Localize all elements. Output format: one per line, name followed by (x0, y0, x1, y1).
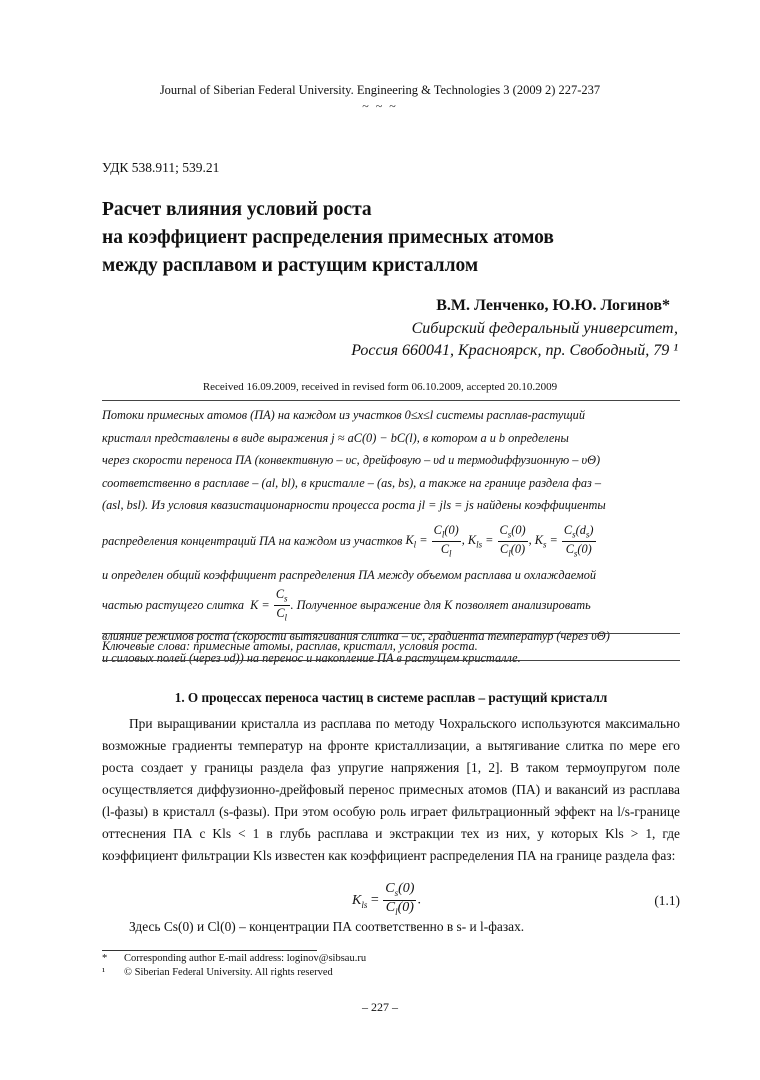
footnote-2: ¹ © Siberian Federal University. All rights reserved (102, 967, 333, 978)
affiliation-line-1: Сибирский федеральный университет, (411, 320, 678, 337)
abstract-line: частью растущего слитка K = $\frac{C_s}{C_l}$ . Полученное выражение для K позволяет анализировать (102, 586, 591, 623)
affiliation (351, 318, 678, 362)
abstract-line: и силовых полей (через υd)) на перенос и накопление ПА в растущем кристалле. (102, 651, 521, 666)
section-heading: 1. О процессах переноса частиц в системе расплав – растущий кристалл (174, 690, 608, 705)
abstract-bottom-rule (102, 633, 680, 634)
journal-header: Journal of Siberian Federal University. Engineering & Technologies 3 (2009 2) 227-237 (159, 83, 601, 97)
paper-title (102, 196, 554, 280)
abstract-line: (asl, bsl). Из условия квазистационарности процесса роста jl = jls = js найдены коэффициенты (102, 498, 606, 512)
received-dates: Received 16.09.2009, received in revised form 06.10.2009, accepted 20.10.2009 (202, 381, 558, 393)
overall-coefficient-formula: K = $\frac{C_s}{C_l}$ (250, 586, 288, 623)
abstract-line: соответственно в расплаве – (al, bl), в кристалле – (as, bs), а также на границе раздела фаз – (102, 475, 602, 490)
abstract-top-rule (102, 400, 680, 401)
abstract-line: Потоки примесных атомов (ПА) на каждом из участков 0≤x≤l системы расплав-растущий (102, 408, 585, 422)
title-line-1: Расчет влияния условий роста (102, 199, 372, 220)
abstract-line: и определен общий коэффициент распределения ПА между объемом расплава и охлаждаемой (102, 568, 597, 583)
abstract-line: кристалл представлены в виде выражения j ≈ aC(0) − bC(l), в котором a и b определены (102, 430, 569, 445)
abstract-line: распределения концентраций ПА на каждом из участков $K_l$ = $\frac{C_l(0)}{C_l}$ , $K_{ls}$ = $\frac{C_s(0)}{C_l(0)}$ , $K_s$ = $\frac{C_s(d_s)}{C_s(0)}$ (102, 523, 680, 561)
title-line-2: на коэффициент распределения примесных атомов (102, 227, 554, 248)
keywords-rule (102, 660, 680, 661)
abstract-line: через скорости переноса ПА (конвективную – υc, дрейфовую – υd и термодиффузионную – υΘ) (102, 453, 601, 467)
authors: В.М. Ленченко, Ю.Ю. Логинов* (436, 297, 670, 314)
flux-equation: j ≈ aC(0) − bC(l) (331, 430, 417, 445)
equation-explanation: Здесь Cs(0) и Cl(0) – концентрации ПА соответственно в s- и l-фазах. (129, 919, 525, 934)
title-line-3: между расплавом и растущим кристаллом (102, 255, 479, 276)
coefficient-formulas: $K_l$ = $\frac{C_l(0)}{C_l}$ , $K_{ls}$ = $\frac{C_s(0)}{C_l(0)}$ , $K_s$ = $\frac{C_s(d_s)}{C_s(0)}$ (405, 522, 594, 559)
equation-number: (1.1) (654, 893, 680, 908)
udk-code: УДК 538.911; 539.21 (102, 160, 220, 175)
footnote-rule (102, 950, 317, 951)
page-number: – 227 – (362, 1000, 398, 1014)
abstract-line: влияние режимов роста (скорости вытягивания слитка – υc, градиента температур (через υΘ) (102, 628, 610, 643)
footnote-1: * Corresponding author E-mail address: loginov@sibsau.ru (102, 953, 367, 964)
abstract (102, 404, 680, 670)
affiliation-line-2: Россия 660041, Красноярск, пр. Свободный, 79 ¹ (351, 342, 678, 359)
equation-1-1: $K_{ls}$ = $\frac{C_s(0)}{C_l(0)}$ . (352, 881, 421, 917)
header-ornament: ~ ~ ~ (362, 99, 398, 113)
paragraph: При выращивании кристалла из расплава по методу Чохральского используются максимально возможные градиенты температур на фронте кристаллизации, а вытягивание слитка по мере его роста создает у границы раздела фаз упругие напряжения [1, 2]. В таком термоупругом поле осуществляется диффузионно-дрейфовый перенос примесных атомов (ПА) и вакансий из расплава (l-фазы) в кристалл (s-фазы). При этом особую роль играет фильтрационный эффект на l/s-границе оттеснения ПА с Kls < 1 в глубь расплава и экстракции тех из них, у которых Kls > 1, где коэффициент фильтрации Kls известен как коэффициент распределения ПА на границе раздела фаз: (102, 716, 680, 863)
section-body (102, 713, 680, 867)
keywords: Ключевые слова: примесные атомы, расплав, кристалл, условия роста. (102, 639, 478, 653)
